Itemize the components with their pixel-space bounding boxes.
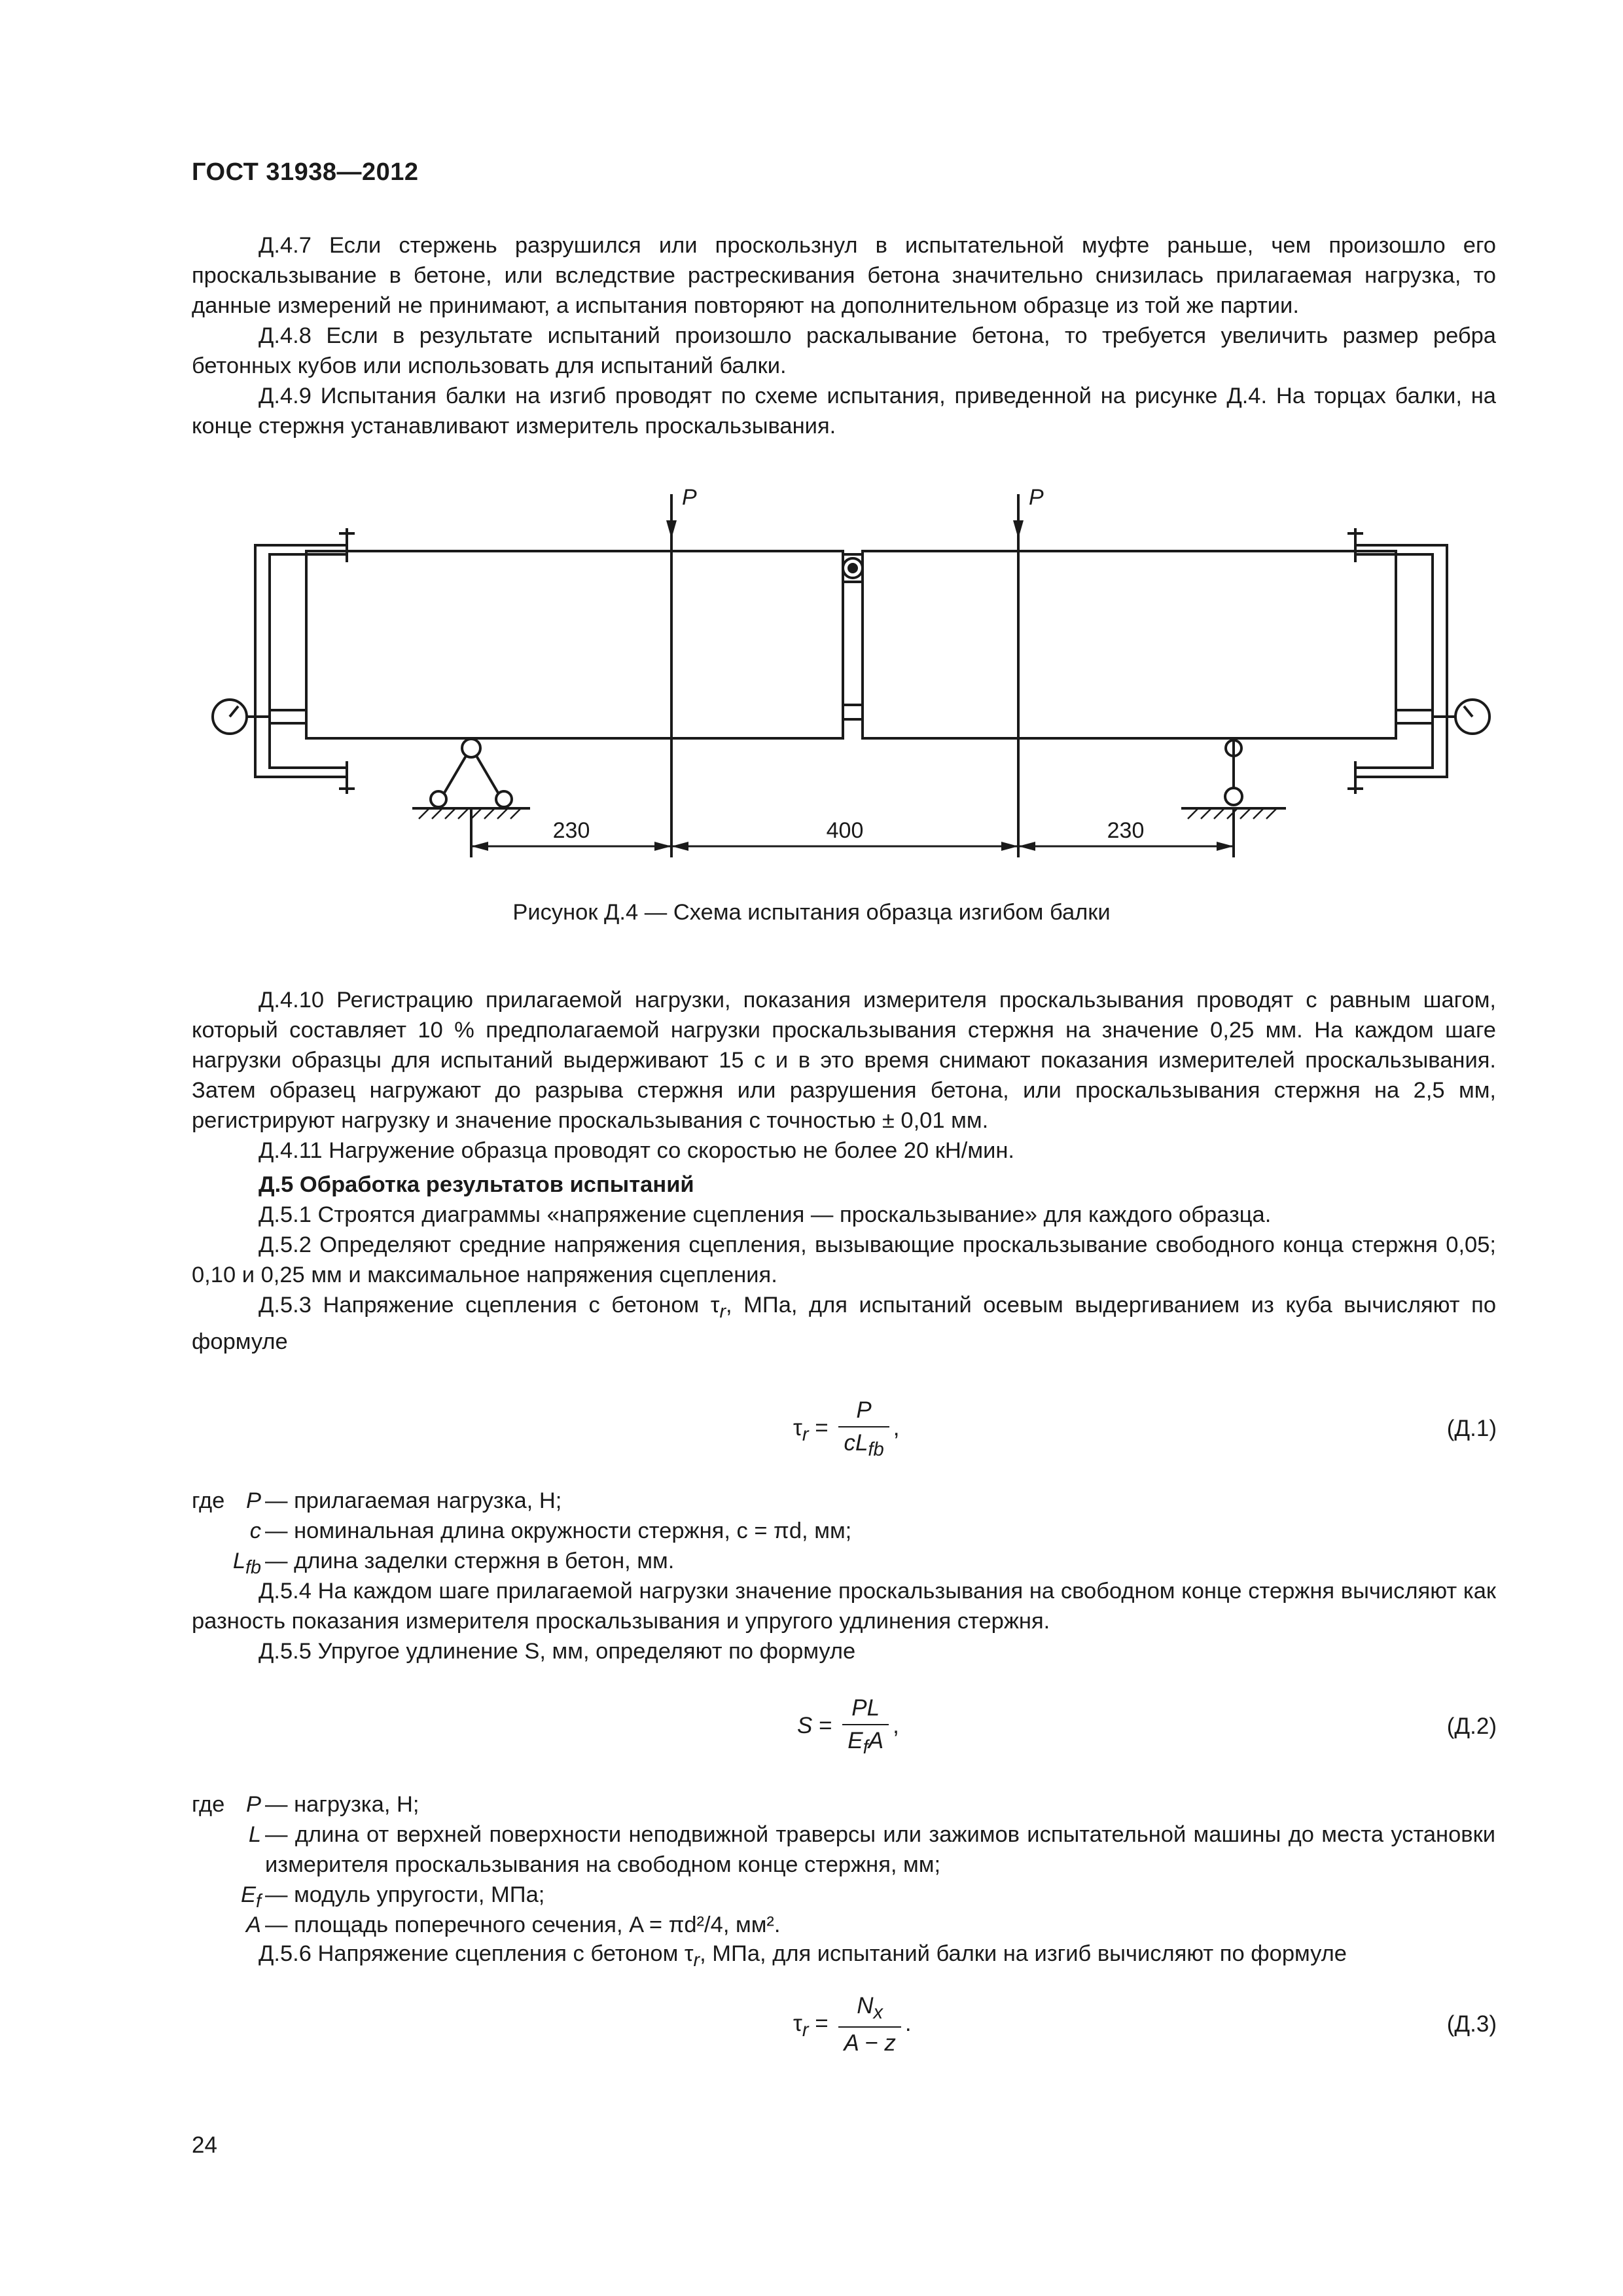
left-load-label: P xyxy=(682,485,697,510)
equation-d2: S = $\frac{PL}{E_fA}$ , xyxy=(797,1695,899,1758)
paragraph-d55: Д.5.5 Упругое удлинение S, мм, определяют по формуле xyxy=(259,1639,856,1664)
paragraph-d410: Д.4.10 Регистрацию прилагаемой нагрузки, показания измерителя проскальзывания проводят с равным шагом, который составляет 10 % предполагаемой нагрузки проскальзывания стержня на значение 0,25 мм. На каждом шаге нагрузки образцы для испытаний выдерживают 15 с и в это время снимают показания измерителей проскальзывания. Затем образец нагружают до разрыва стержня или разрушения бетона, или проскальзывания стержня на 2,5 мм, регистрируют нагрузку и значение проскальзывания с точностью ± 0,01 мм. xyxy=(192,988,1496,1133)
equation-number-d3: (Д.3) xyxy=(1446,2011,1497,2037)
dim-left-label: 230 xyxy=(552,818,590,843)
connecting-rod xyxy=(843,705,863,719)
right-beam-block xyxy=(863,551,1396,738)
dim-right-label: 230 xyxy=(1107,818,1145,843)
equation-d1: $\tau_r$ = $\frac{P}{cL_{fb}}$ , xyxy=(793,1397,900,1460)
text-block-1 xyxy=(192,230,1496,441)
document-header: ГОСТ 31938—2012 xyxy=(192,158,419,186)
paragraph-d47: Д.4.7 Если стержень разрушился или проскользнул в испытательной муфте раньше, чем произошло его проскальзывание в бетоне, или вследствие растрескивания бетона значительно снизилась прилагаемая нагрузка, то данные измерений не принимают, а испытания повторяют на дополнительном образце из той же партии. xyxy=(192,233,1496,318)
text-block-3 xyxy=(192,1576,1496,1666)
section-heading-d5: Д.5 Обработка результатов испытаний xyxy=(259,1172,694,1197)
text-block-4 xyxy=(192,1939,1496,1975)
left-beam-block xyxy=(306,551,843,738)
paragraph-d49: Д.4.9 Испытания балки на изгиб проводят по схеме испытания, приведенной на рисунке Д.4. На торцах балки, на конце стержня устанавливают измеритель проскальзывания. xyxy=(192,384,1496,439)
figure-caption: Рисунок Д.4 — Схема испытания образца изгибом балки xyxy=(512,900,1111,925)
paragraph-d54: Д.5.4 На каждом шаге прилагаемой нагрузки значение проскальзывания на свободном конце стержня вычисляют как разность показания измерителя проскальзывания и упругого удлинения стержня. xyxy=(192,1579,1496,1634)
paragraph-d56: Д.5.6 Напряжение сцепления с бетоном $\tau_r$, МПа, для испытаний балки на изгиб вычисляют по формуле xyxy=(259,1941,1347,1971)
equation-d3: $\tau_r$ = $\frac{N_x}{A - z}$ . xyxy=(793,1993,912,2056)
left-support-pin-icon xyxy=(462,739,480,757)
legend-eq1: где P — прилагаемая нагрузка, Н; c — номинальная длина окружности стержня, c = πd, мм; $L_{fb}$ — длина заделки стержня в бетон, мм. xyxy=(192,1488,852,1578)
paragraph-d53: Д.5.3 Напряжение сцепления с бетоном $\tau_r$, МПа, для испытаний осевым выдергиванием из куба вычисляют по формуле xyxy=(192,1293,1497,1354)
left-load-arrow-icon xyxy=(666,520,677,539)
text-block-2 xyxy=(192,985,1496,1357)
dim-mid-label: 400 xyxy=(826,818,864,843)
paragraph-d48: Д.4.8 Если в результате испытаний произошло раскалывание бетона, то требуется увеличить размер ребра бетонных кубов или использовать для испытаний балки. xyxy=(192,323,1496,378)
equation-number-d2: (Д.2) xyxy=(1446,1713,1497,1739)
equation-number-d1: (Д.1) xyxy=(1446,1416,1497,1441)
paragraph-d411: Д.4.11 Нагружение образца проводят со скоростью не более 20 кН/мин. xyxy=(259,1138,1014,1163)
right-load-label: P xyxy=(1029,485,1044,510)
paragraph-d51: Д.5.1 Строятся диаграммы «напряжение сцепления — проскальзывание» для каждого образца. xyxy=(259,1202,1272,1227)
paragraph-d52: Д.5.2 Определяют средние напряжения сцепления, вызывающие проскальзывание свободного конца стержня 0,05; 0,10 и 0,25 мм и максимальное напряжения сцепления. xyxy=(192,1232,1496,1287)
page-number: 24 xyxy=(192,2132,217,2158)
right-load-arrow-icon xyxy=(1013,520,1024,539)
legend-eq2: где P — нагрузка, Н; L — длина от верхней поверхности неподвижной траверсы или зажимов испытательной машины до места установки измерителя проскальзывания на свободном конце стержня, мм; $E_f$ — модуль упругости, МПа; A — площадь поперечного сечения, A = πd²/4, мм². xyxy=(192,1792,1495,1937)
beam-test-figure xyxy=(196,481,1505,887)
